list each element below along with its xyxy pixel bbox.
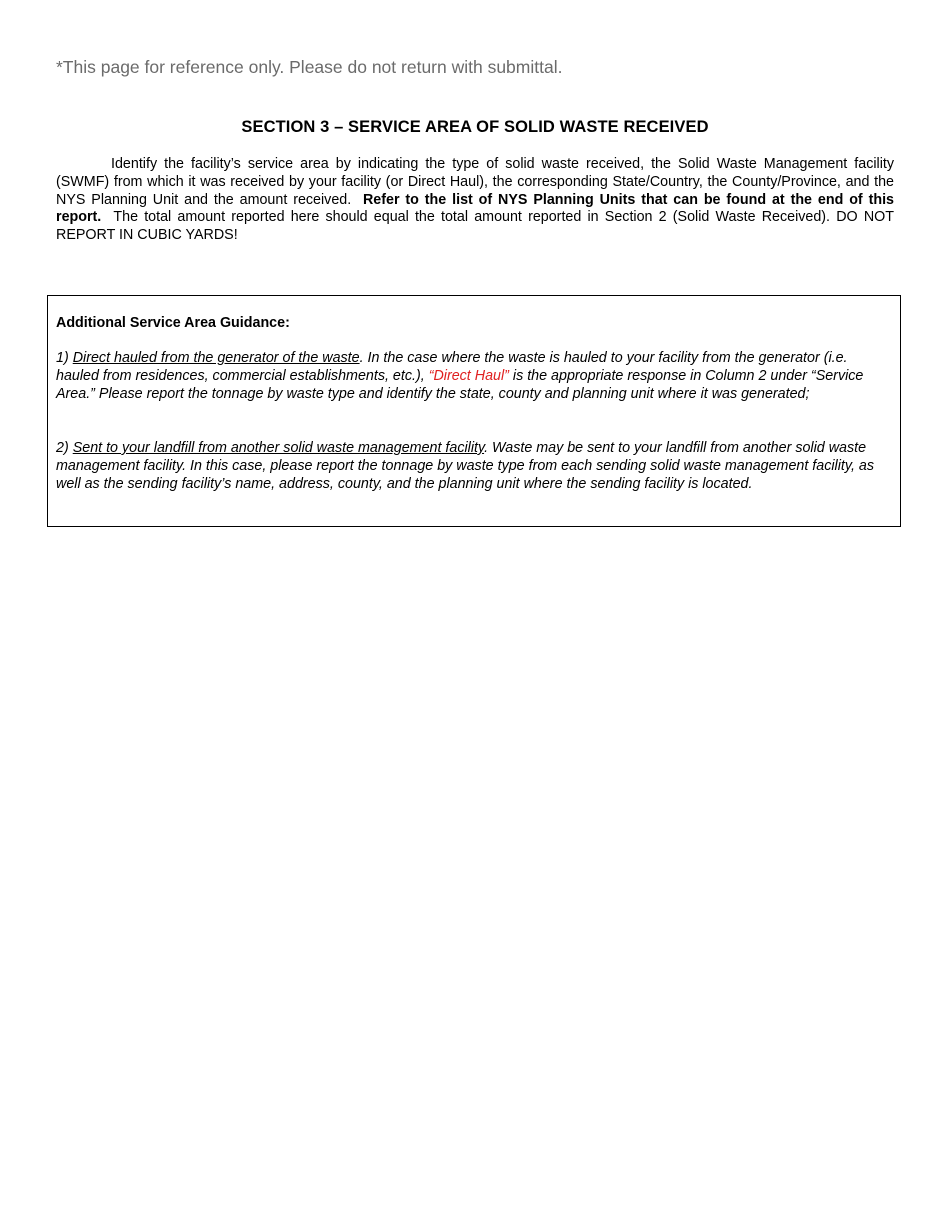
item-text-continued: is the appropriate response in Column 2 under “Service Area.” Please report the tonnage by waste type and identify the state, county and planning unit where it was generated; [56, 367, 864, 402]
item-text: . In the case where the waste is hauled to your facility from the generator (i.e. hauled from residences, commercial establishments, etc.), [56, 350, 848, 384]
guidance-item-other-facility [56, 440, 892, 493]
item-text: . Waste may be sent to your landfill from another solid waste management facility. In this case, please report the tonnage by waste type from each sending solid waste management facility, as well as the sending facility’s name, address, county, and the planning unit where the sending facility is located. [56, 440, 875, 492]
item-number: 1) [56, 350, 69, 366]
item-underlined-title: Sent to your landfill from another solid waste management facility [72, 440, 485, 456]
direct-haul-highlight: “Direct Haul” [428, 367, 509, 384]
guidance-heading: Additional Service Area Guidance: [56, 315, 290, 331]
item-underlined-title: Direct hauled from the generator of the waste [72, 350, 360, 366]
intro-text: Identify the facility’s service area by indicating the type of solid waste received, the Solid Waste Management facility (SWMF) from which it was received by your facility (or Direct Haul), the corresponding State/Country, the County/Province, and the NYS Planning Unit and the amount received. [56, 156, 894, 208]
intro-bold-text: Refer to the list of NYS Planning Units that can be found at the end of this report. [56, 191, 894, 226]
guidance-item-direct-haul [56, 350, 892, 403]
item-number: 2) [56, 440, 69, 456]
section-title: SECTION 3 – SERVICE AREA OF SOLID WASTE RECEIVED [241, 118, 709, 136]
section-intro [56, 156, 894, 245]
guidance-box [47, 295, 901, 527]
intro-tail-text: The total amount reported here should equal the total amount reported in Section 2 (Solid Waste Received). DO NOT REPORT IN CUBIC YARDS! [56, 209, 895, 244]
reference-note: *This page for reference only. Please do not return with submittal. [56, 57, 563, 77]
